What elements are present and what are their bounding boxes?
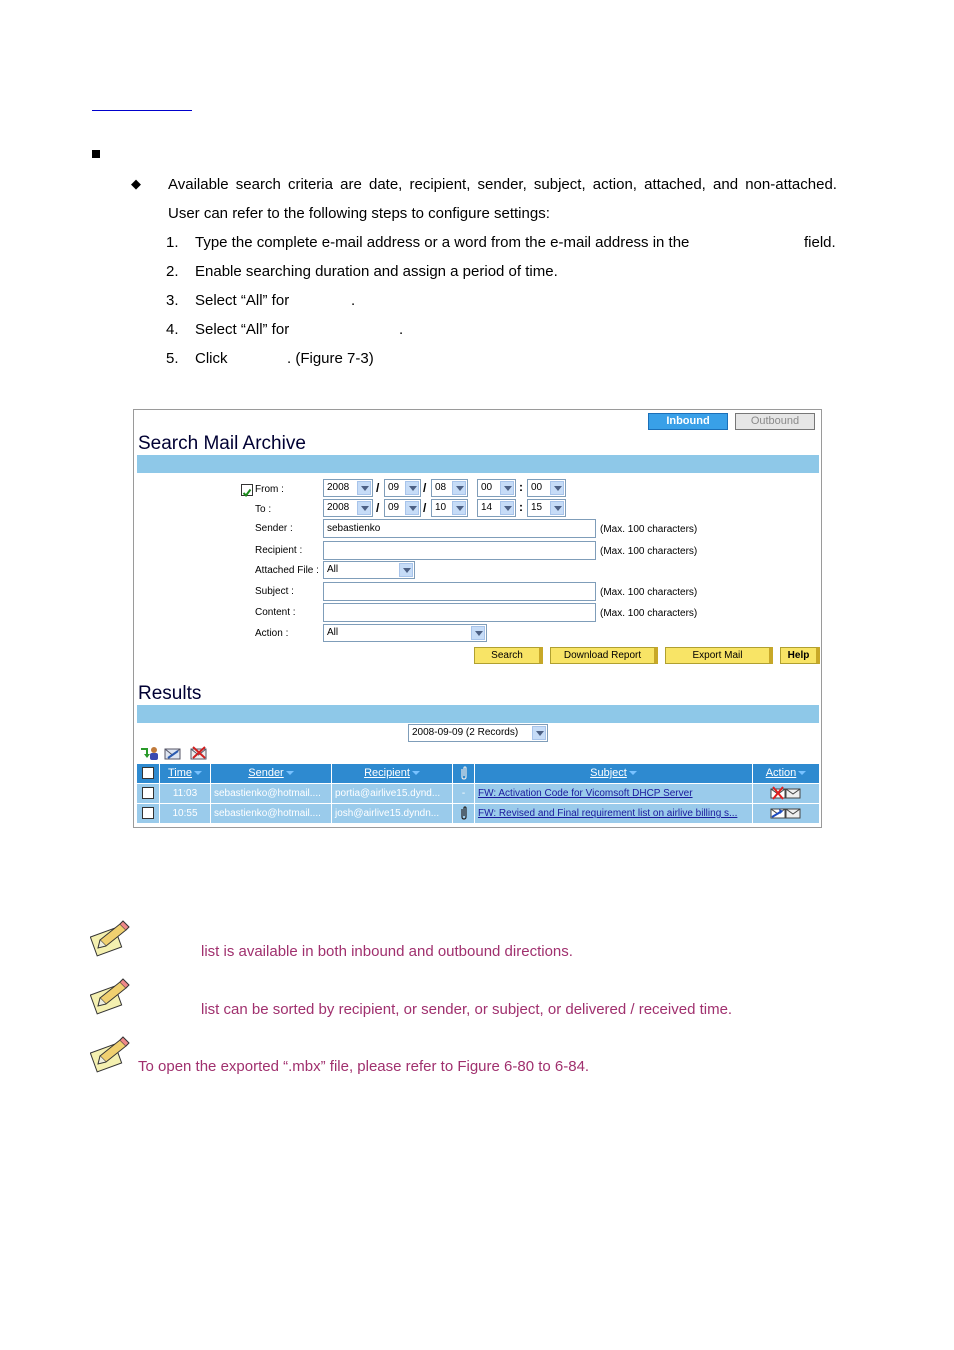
row-subject-link[interactable]: FW: Activation Code for Vicomsoft DHCP Server (475, 784, 753, 803)
select-value: 15 (531, 502, 543, 513)
blocked-mail-icon (769, 786, 803, 800)
step-text: Type the complete e-mail address or a word from the e-mail address in the (195, 234, 690, 251)
action-select[interactable] (323, 624, 487, 642)
chevron-down-icon (405, 481, 419, 495)
to-label: To : (255, 504, 272, 515)
content-label: Content : (255, 607, 296, 618)
to-day-select[interactable] (431, 499, 468, 517)
date-records-select[interactable] (408, 724, 548, 742)
select-value: 2008 (327, 502, 350, 513)
delete-mail-icon[interactable] (190, 746, 208, 760)
recipient-max-hint: (Max. 100 characters) (600, 546, 698, 557)
chevron-down-icon (357, 481, 371, 495)
chevron-down-icon (405, 501, 419, 515)
sort-down-icon (286, 771, 294, 775)
column-label: Recipient (364, 767, 410, 779)
time-separator: : (519, 500, 523, 514)
step-text-suffix: . (351, 292, 356, 309)
pencil-note-icon (90, 976, 132, 1016)
note-text: To open the exported “.mbx” file, please refer to Figure 6-80 to 6-84. (138, 1058, 590, 1075)
from-checkbox[interactable] (241, 484, 253, 496)
bullet-text: Available search criteria are date, recipient, sender, subject, action, attached, and non-attached. (168, 176, 837, 193)
search-mail-archive-screenshot (133, 409, 822, 828)
sort-down-icon (194, 771, 202, 775)
recipient-label: Recipient : (255, 545, 303, 556)
results-section-bar (137, 705, 819, 723)
attached-file-select[interactable] (323, 561, 415, 579)
sender-label: Sender : (255, 523, 293, 534)
from-label: From : (255, 484, 284, 495)
step-number: 5. (166, 350, 179, 367)
step-text: Click (195, 350, 228, 367)
content-max-hint: (Max. 100 characters) (600, 608, 698, 619)
section-heading-link-underline (92, 110, 192, 111)
select-all-checkbox[interactable] (142, 767, 154, 779)
from-hour-select[interactable] (477, 479, 516, 497)
column-label: Subject (590, 767, 627, 779)
step-number: 4. (166, 321, 179, 338)
note-text: list is available in both inbound and outbound directions. (201, 943, 573, 960)
search-title: Search Mail Archive (138, 433, 306, 454)
subject-input[interactable] (323, 582, 596, 601)
select-value: All (327, 627, 339, 638)
date-separator: / (376, 481, 380, 495)
pencil-note-icon (90, 1034, 132, 1074)
step-number: 3. (166, 292, 179, 309)
row-sender: sebastienko@hotmail.... (211, 804, 332, 823)
row-checkbox[interactable] (142, 787, 154, 799)
from-day-select[interactable] (431, 479, 468, 497)
select-all-header[interactable] (137, 764, 160, 783)
search-button[interactable]: Search (474, 647, 543, 664)
to-hour-select[interactable] (477, 499, 516, 517)
row-recipient: josh@airlive15.dyndn... (332, 804, 453, 823)
step-number: 1. (166, 234, 179, 251)
diamond-bullet-icon: ◆ (131, 176, 141, 191)
select-value: 09 (388, 482, 400, 493)
step-text: Select “All” for (195, 292, 290, 309)
row-checkbox[interactable] (142, 807, 154, 819)
chevron-down-icon (452, 481, 466, 495)
date-separator: / (376, 501, 380, 515)
row-time: 10:55 (160, 804, 211, 823)
select-value: 08 (435, 482, 447, 493)
row-recipient: portia@airlive15.dynd... (332, 784, 453, 803)
sender-max-hint: (Max. 100 characters) (600, 524, 698, 535)
chevron-down-icon (550, 501, 564, 515)
to-month-select[interactable] (384, 499, 421, 517)
step-text: Enable searching duration and assign a period of time. (195, 263, 558, 280)
step-number: 2. (166, 263, 179, 280)
recipient-column-header[interactable] (332, 764, 453, 783)
subject-column-header[interactable] (475, 764, 753, 783)
time-separator: : (519, 480, 523, 494)
square-bullet-icon (92, 150, 100, 158)
date-separator: / (423, 501, 427, 515)
column-label: Sender (248, 767, 284, 779)
subject-max-hint: (Max. 100 characters) (600, 587, 698, 598)
bullet-text-line2: User can refer to the following steps to configure settings: (168, 205, 550, 222)
resend-icon[interactable] (139, 745, 161, 761)
to-year-select[interactable] (323, 499, 373, 517)
attached-file-label: Attached File : (255, 565, 319, 576)
from-month-select[interactable] (384, 479, 421, 497)
select-value: All (327, 564, 339, 575)
action-label: Action : (255, 628, 289, 639)
paperclip-icon (460, 766, 468, 780)
time-column-header[interactable] (160, 764, 211, 783)
search-section-bar (137, 455, 819, 473)
chevron-down-icon (500, 501, 514, 515)
row-sender: sebastienko@hotmail.... (211, 784, 332, 803)
paperclip-icon (460, 806, 468, 820)
column-label: Time (167, 767, 193, 779)
note-text: list can be sorted by recipient, or sender, or subject, or delivered / received time. (201, 1001, 733, 1018)
chevron-down-icon (550, 481, 564, 495)
from-year-select[interactable] (323, 479, 373, 497)
attachment-column-header (453, 764, 475, 783)
select-value: 2008 (327, 482, 350, 493)
export-mail-button[interactable]: Export Mail (665, 647, 773, 664)
row-attachment (453, 804, 475, 823)
table-row-checkbox-cell[interactable] (137, 804, 160, 823)
select-value: 09 (388, 502, 400, 513)
from-minute-select[interactable] (527, 479, 566, 497)
sort-down-icon (629, 771, 637, 775)
sender-input[interactable]: sebastienko (323, 519, 596, 538)
select-value: 00 (481, 482, 493, 493)
recipient-input[interactable] (323, 541, 596, 560)
row-time: 11:03 (160, 784, 211, 803)
row-action[interactable] (753, 804, 819, 823)
action-column-header[interactable] (753, 764, 819, 783)
row-action[interactable] (753, 784, 819, 803)
delivered-mail-icon (769, 806, 803, 820)
column-label: Action (765, 767, 797, 779)
forward-mail-icon[interactable] (164, 747, 182, 760)
chevron-down-icon (471, 626, 485, 640)
select-value: 2008-09-09 (2 Records) (412, 727, 519, 738)
row-subject-link[interactable]: FW: Revised and Final requirement list on airlive billing s... (475, 804, 753, 823)
inbound-tab[interactable]: Inbound (648, 413, 728, 430)
results-title: Results (138, 683, 202, 704)
to-minute-select[interactable] (527, 499, 566, 517)
chevron-down-icon (452, 501, 466, 515)
content-input[interactable] (323, 603, 596, 622)
step-text-suffix: . (Figure 7-3) (287, 350, 374, 367)
outbound-tab[interactable]: Outbound (735, 413, 815, 430)
bullet-text-line1 (168, 176, 863, 194)
chevron-down-icon (500, 481, 514, 495)
chevron-down-icon (532, 726, 546, 740)
check-icon (242, 488, 252, 498)
step-text-suffix: . (399, 321, 404, 338)
sort-down-icon (798, 771, 806, 775)
sort-down-icon (412, 771, 420, 775)
subject-label: Subject : (255, 586, 294, 597)
download-report-button[interactable]: Download Report (550, 647, 658, 664)
select-value: 14 (481, 502, 493, 513)
table-row-checkbox-cell[interactable] (137, 784, 160, 803)
step-text-suffix: field. (804, 234, 836, 251)
help-button[interactable]: Help (780, 647, 820, 664)
chevron-down-icon (357, 501, 371, 515)
select-value: 00 (531, 482, 543, 493)
chevron-down-icon (399, 563, 413, 577)
sender-column-header[interactable] (211, 764, 332, 783)
select-value: 10 (435, 502, 447, 513)
pencil-note-icon (90, 918, 132, 958)
row-attachment: - (453, 784, 475, 803)
step-text: Select “All” for (195, 321, 290, 338)
date-separator: / (423, 481, 427, 495)
